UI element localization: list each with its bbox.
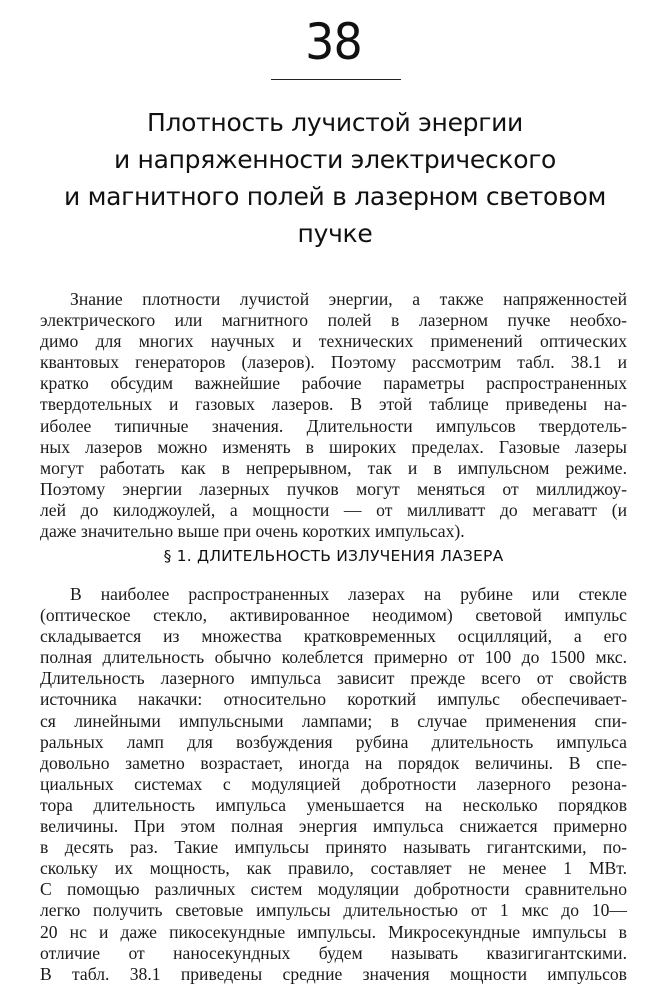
text-line: источника накачки: относительно короткий импульс обеспечивает- (40, 689, 627, 710)
chapter-title-line: Плотность лучистой энергии (146, 108, 523, 137)
text-line: отличие от наносекундных будем называть квазигигантскими. (40, 942, 627, 963)
text-line: димо для многих научных и технических применений оптических (40, 331, 627, 352)
chapter-title-line: пучке (297, 219, 373, 248)
text-line: В табл. 38.1 приведены средние значения мощности импульсов (40, 963, 627, 984)
text-line: твердотельных и газовых лазеров. В этой таблице приведены на- (40, 394, 627, 415)
chapter-title (40, 104, 630, 252)
text-line: ральных ламп для возбуждения рубина длительность импульса (40, 731, 627, 752)
text-line: скольку их мощность, как правило, составляет не менее 1 МВт. (40, 858, 627, 879)
text-line: Знание плотности лучистой энергии, а также напряженностей (70, 289, 627, 309)
intro-paragraph (40, 289, 627, 542)
section-paragraph (40, 584, 627, 985)
text-line: Длительность лазерного импульса зависит прежде всего от свойств (40, 668, 627, 689)
text-line: циальных системах с модуляцией добротности лазерного резона- (40, 773, 627, 794)
text-line: лей до килоджоулей, а мощности — от милливатт до мегаватт (и (40, 499, 627, 520)
text-line: легко получить световые импульсы длительностью от 1 мкс до 10— (40, 900, 627, 921)
text-line: Поэтому энергии лазерных пучков могут меняться от миллиджоу- (40, 478, 627, 499)
text-line: довольно заметно возрастает, иногда на порядок величины. В спе- (40, 752, 627, 773)
chapter-number: 38 (305, 13, 362, 71)
text-line: иболее типичные значения. Длительности импульсов твердотель- (40, 415, 627, 436)
text-line: полная длительность обычно колеблется примерно от 100 до 1500 мкс. (40, 647, 627, 668)
text-line: тора длительность импульса уменьшается на несколько порядков (40, 794, 627, 815)
chapter-title-line: и напряженности электрического (113, 145, 557, 174)
text-line: складывается из множества кратковременных осцилляций, а его (40, 626, 627, 647)
text-line: в десять раз. Такие импульсы принято называть гигантскими, по- (40, 837, 627, 858)
text-line: С помощью различных систем модуляции добротности сравнительно (40, 879, 627, 900)
text-line: даже значительно выше при очень коротких импульсах). (40, 521, 465, 542)
text-line: (оптическое стекло, активированное неодимом) световой импульс (40, 605, 627, 626)
chapter-title-line: и магнитного полей в лазерном световом (63, 182, 607, 211)
text-line: электрического или магнитного полей в лазерном пучке необхо- (40, 310, 627, 331)
text-line: могут работать как в непрерывном, так и в импульсном режиме. (40, 457, 627, 478)
chapter-number-rule (271, 79, 401, 80)
text-line: 20 нс и даже пикосекундные импульсы. Микросекундные импульсы в (40, 921, 627, 942)
text-line: квантовых генераторов (лазеров). Поэтому рассмотрим табл. 38.1 и (40, 352, 627, 373)
text-line: величины. При этом полная энергия импульса снижается примерно (40, 816, 627, 837)
section-heading: § 1. ДЛИТЕЛЬНОСТЬ ИЗЛУЧЕНИЯ ЛАЗЕРА (163, 547, 504, 565)
text-line: ных лазеров можно изменять в широких пределах. Газовые лазеры (40, 436, 627, 457)
text-line: В наиболее распространенных лазерах на рубине или стекле (70, 584, 627, 604)
text-line: ся линейными импульсными лампами; в случае применения спи- (40, 710, 627, 731)
text-line: кратко обсудим важнейшие рабочие параметры распространенных (40, 373, 627, 394)
